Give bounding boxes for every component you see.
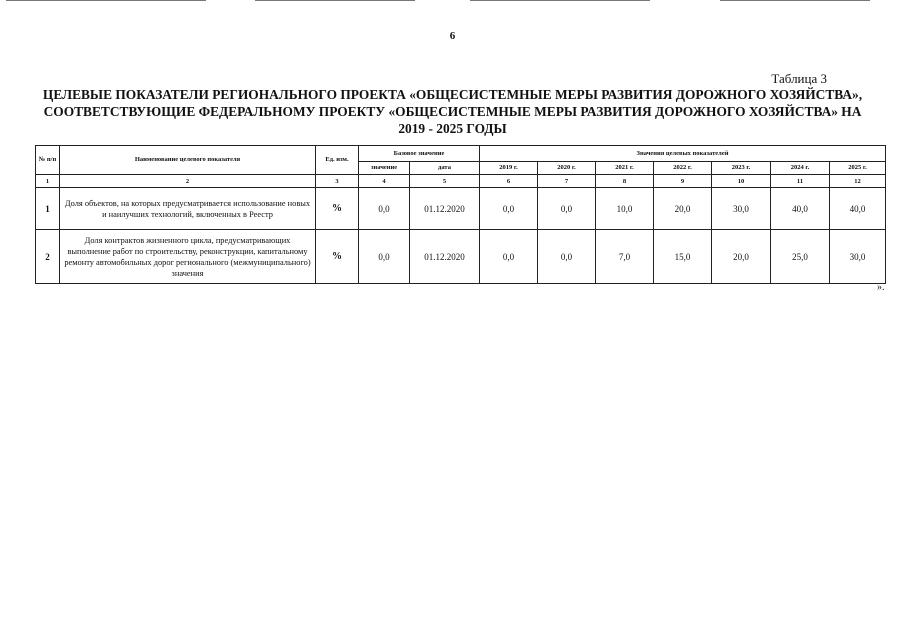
top-edge-line [6, 0, 206, 1]
target-value: 15,0 [654, 230, 712, 284]
target-value: 0,0 [538, 188, 596, 230]
header-year: 2023 г. [712, 162, 771, 175]
header-year: 2021 г. [596, 162, 654, 175]
document-title: ЦЕЛЕВЫЕ ПОКАЗАТЕЛИ РЕГИОНАЛЬНОГО ПРОЕКТА «ОБЩЕСИСТЕМНЫЕ МЕРЫ РАЗВИТИЯ ДОРОЖНОГО ХОЗЯЙСТВА», СООТВЕТСТВУЮЩИЕ ФЕДЕРАЛЬНОМУ ПРОЕКТУ «ОБЩЕСИСТЕМНЫЕ МЕРЫ РАЗВИТИЯ ДОРОЖНОГО ХОЗЯЙСТВА» НА 2019 - 2025 ГОДЫ [42, 87, 863, 136]
top-edge-line [255, 0, 415, 1]
top-edge-line [470, 0, 650, 1]
header-unit: Ед. изм. [316, 146, 359, 175]
header-base-value: значение [359, 162, 410, 175]
indicator-name: Доля объектов, на которых предусматривается использование новых и наилучших технологий, включенных в Реестр [60, 188, 316, 230]
target-value: 30,0 [830, 230, 886, 284]
column-number: 10 [712, 175, 771, 188]
target-value: 30,0 [712, 188, 771, 230]
column-number-row [36, 175, 886, 188]
target-value: 0,0 [480, 188, 538, 230]
column-number: 6 [480, 175, 538, 188]
column-number: 7 [538, 175, 596, 188]
base-value: 0,0 [359, 230, 410, 284]
closing-quote-mark: ». [877, 282, 885, 293]
table-row [36, 188, 886, 230]
unit: % [316, 188, 359, 230]
target-value: 40,0 [830, 188, 886, 230]
column-number: 11 [771, 175, 830, 188]
base-date: 01.12.2020 [410, 230, 480, 284]
header-targets: Значения целевых показателей [480, 146, 886, 162]
row-number: 1 [36, 188, 60, 230]
table-label: Таблица 3 [771, 71, 827, 86]
target-value: 40,0 [771, 188, 830, 230]
indicators-table [35, 145, 886, 284]
page-number: 6 [449, 30, 456, 42]
column-number: 5 [410, 175, 480, 188]
target-value: 0,0 [538, 230, 596, 284]
target-value: 25,0 [771, 230, 830, 284]
column-number: 12 [830, 175, 886, 188]
header-year: 2024 г. [771, 162, 830, 175]
unit: % [316, 230, 359, 284]
base-date: 01.12.2020 [410, 188, 480, 230]
column-number: 4 [359, 175, 410, 188]
target-value: 7,0 [596, 230, 654, 284]
indicator-name: Доля контрактов жизненного цикла, предусматривающих выполнение работ по строительству, реконструкции, капитальному ремонту автомобильных дорог регионального (межмуниципального) значения [60, 230, 316, 284]
target-value: 0,0 [480, 230, 538, 284]
header-year: 2025 г. [830, 162, 886, 175]
column-number: 2 [60, 175, 316, 188]
top-edge-line [720, 0, 870, 1]
column-number: 8 [596, 175, 654, 188]
header-base: Базовое значение [359, 146, 480, 162]
header-year: 2019 г. [480, 162, 538, 175]
header-num: № п/п [36, 146, 60, 175]
header-year: 2020 г. [538, 162, 596, 175]
header-year: 2022 г. [654, 162, 712, 175]
column-number: 9 [654, 175, 712, 188]
target-value: 10,0 [596, 188, 654, 230]
target-value: 20,0 [654, 188, 712, 230]
row-number: 2 [36, 230, 60, 284]
header-base-date: дата [410, 162, 480, 175]
base-value: 0,0 [359, 188, 410, 230]
header-row [36, 146, 886, 162]
target-value: 20,0 [712, 230, 771, 284]
header-name: Наименование целевого показателя [60, 146, 316, 175]
column-number: 3 [316, 175, 359, 188]
table-row [36, 230, 886, 284]
column-number: 1 [36, 175, 60, 188]
